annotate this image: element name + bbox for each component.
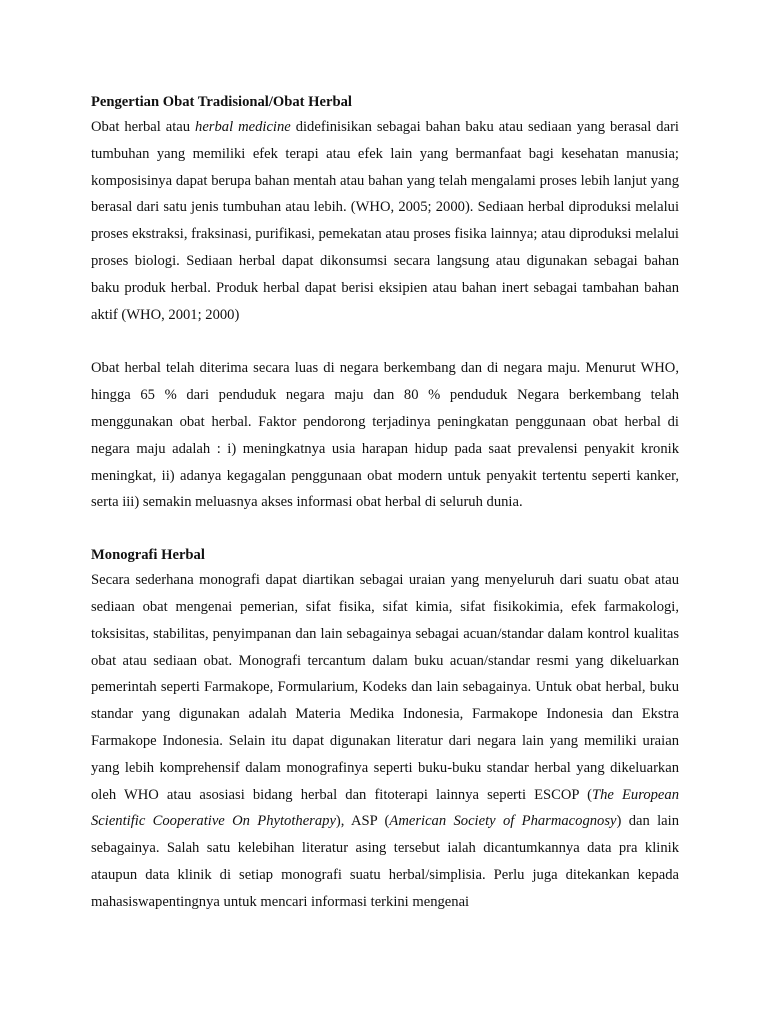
paragraph-monografi-italic-escop: The European Scientific Cooperative On Phytotherapy (91, 786, 679, 830)
paragraph-definition (91, 114, 679, 328)
paragraph-definition-italic-term: herbal medicine (195, 119, 291, 135)
paragraph-spacer (91, 328, 679, 355)
section-heading-pengertian: Pengertian Obat Tradisional/Obat Herbal (91, 94, 352, 110)
section-spacer (91, 516, 679, 543)
paragraph-monografi-italic-asp: American Society of Pharmacognosy (389, 813, 617, 830)
paragraph-monografi-part-a: Secara sederhana monografi dapat diartikan sebagai uraian yang menyeluruh dari suatu obat atau sediaan obat mengenai pemerian, sifat fisika, sifat kimia, sifat fisikokimia, efek farmakologi, toksisitas, stabilitas, penyimpanan dan lain sebagainya sebagai acuan/standar dalam kontrol kualitas obat atau sediaan obat. Monografi tercantum dalam buku acuan/standar resmi yang dikeluarkan pemerintah seperti Farmakope, Formularium, Kodeks dan lain sebagainya. Untuk obat herbal, buku standar yang digunakan adalah Materia Medika Indonesia, Farmakope Indonesia dan Ekstra Farmakope Indonesia. Selain itu dapat digunakan literatur dari negara lain yang memiliki uraian yang lebih komprehensif dalam monografinya seperti buku-buku standar herbal yang dikeluarkan oleh WHO atau asosiasi bidang herbal dan fitoterapi lainnya seperti ESCOP ( (91, 572, 679, 803)
paragraph-monografi (91, 567, 679, 915)
document-page (91, 90, 679, 916)
paragraph-monografi-part-e: ) dan lain sebagainya. Salah satu kelebihan literatur asing tersebut ialah dicantumkannya data pra klinik ataupun data klinik di setiap monografi suatu herbal/simplisia. Perlu juga ditekankan kepada mahasiswapentingnya untuk mencari informasi terkini mengenai (91, 813, 679, 910)
paragraph-definition-part-c: didefinisikan sebagai bahan baku atau sediaan yang berasal dari tumbuhan yang memiliki efek terapi atau efek lain yang bermanfaat bagi kesehatan manusia; komposisinya dapat berupa bahan mentah atau bahan yang telah mengalami proses lebih lanjut yang berasal dari satu jenis tumbuhan atau lebih. (WHO, 2005; 2000). Sediaan herbal diproduksi melalui proses ekstraksi, fraksinasi, purifikasi, pemekatan atau proses fisika lainnya; atau diproduksi melalui proses biologi. Sediaan herbal dapat dikonsumsi secara langsung atau digunakan sebagai bahan baku produk herbal. Produk herbal dapat berisi eksipien atau bahan inert sebagai tambahan bahan aktif (WHO, 2001; 2000) (91, 119, 679, 323)
section-heading-monografi: Monografi Herbal (91, 547, 205, 564)
paragraph-acceptance: Obat herbal telah diterima secara luas di negara berkembang dan di negara maju. Menurut WHO, hingga 65 % dari penduduk negara maju dan 80 % penduduk Negara berkembang telah menggunakan obat herbal. Faktor pendorong terjadinya peningkatan penggunaan obat herbal di negara maju adalah : i) meningkatnya usia harapan hidup pada saat prevalensi penyakit kronik meningkat, ii) adanya kegagalan penggunaan obat modern untuk penyakit tertentu seperti kanker, serta iii) semakin meluasnya akses informasi obat herbal di seluruh dunia. (91, 360, 679, 511)
paragraph-monografi-part-c: ), ASP ( (335, 813, 390, 830)
paragraph-definition-part-a: Obat herbal atau (91, 119, 196, 135)
